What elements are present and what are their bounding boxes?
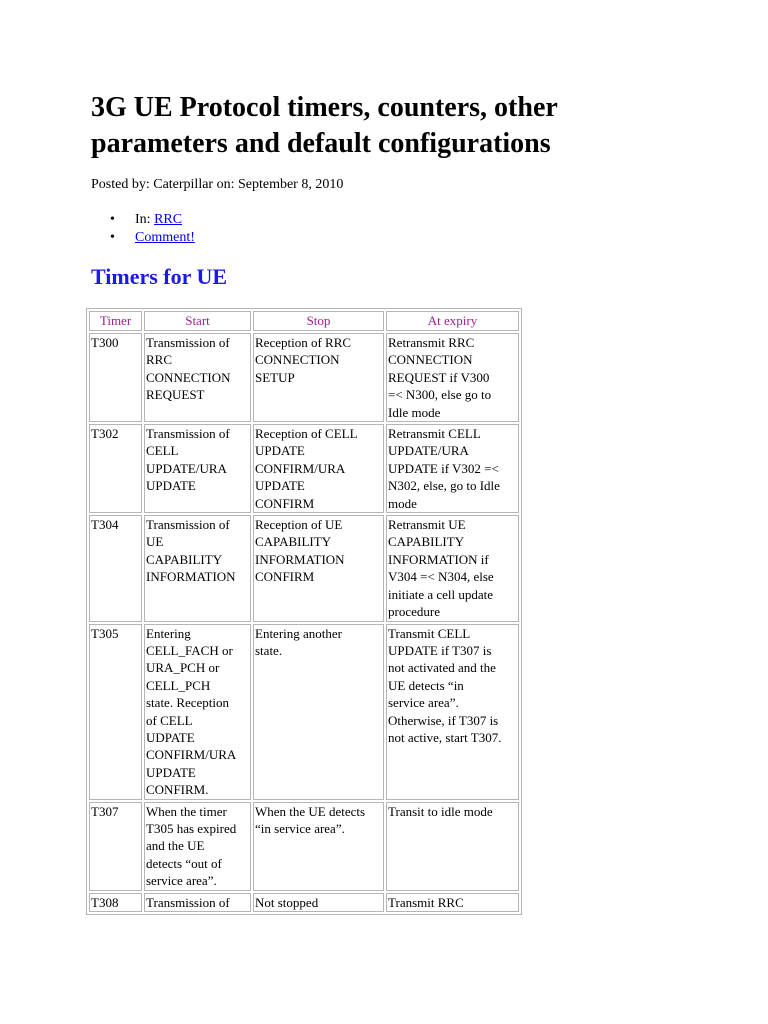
timer-cell-line: T304: [91, 517, 119, 533]
expiry-cell: [386, 515, 519, 621]
stop-cell-line: state.: [255, 642, 283, 658]
start-cell-line: CELL_FACH or: [146, 642, 233, 658]
start-cell-line: CAPABILITY: [146, 551, 223, 567]
expiry-cell-line: Otherwise, if T307 is: [388, 712, 499, 728]
expiry-cell: [386, 802, 519, 891]
start-cell-line: T305 has expired: [146, 820, 237, 836]
category-link-rrc[interactable]: RRC: [154, 212, 183, 227]
expiry-cell-line: Retransmit CELL: [388, 426, 481, 442]
start-cell-line: Entering: [146, 625, 191, 641]
timer-cell-line: T307: [91, 803, 119, 819]
expiry-cell-line: INFORMATION if: [388, 551, 489, 567]
table-row: [89, 802, 519, 891]
article-meta-list: [110, 211, 195, 247]
timer-cell: [89, 624, 142, 800]
expiry-cell: [386, 424, 519, 513]
stop-cell-line: CONFIRM/URA: [255, 460, 346, 476]
stop-cell-line: UPDATE: [255, 443, 305, 459]
stop-cell: [253, 424, 384, 513]
meta-item-category: [110, 211, 195, 229]
timer-cell: [89, 893, 142, 912]
stop-cell-line: “in service area”.: [255, 820, 345, 836]
expiry-cell-line: Retransmit UE: [388, 517, 466, 533]
stop-cell: [253, 624, 384, 800]
start-cell-line: Transmission of: [146, 335, 230, 350]
timer-cell-line: T300: [91, 335, 119, 350]
stop-cell-line: CONFIRM: [255, 495, 315, 511]
expiry-cell-line: Transit to idle mode: [388, 803, 493, 819]
expiry-cell-line: not active, start T307.: [388, 729, 502, 745]
expiry-cell-line: V304 =< N304, else: [388, 569, 494, 585]
expiry-cell-line: UPDATE/URA: [388, 443, 469, 459]
stop-cell-line: CONNECTION: [255, 352, 340, 368]
start-cell-line: CELL: [146, 443, 179, 459]
timer-cell-line: T308: [91, 894, 119, 910]
stop-cell-line: CONFIRM: [255, 569, 315, 585]
expiry-cell: [386, 624, 519, 800]
start-cell: [144, 333, 251, 422]
expiry-cell: [386, 333, 519, 422]
expiry-cell-line: Transmit CELL: [388, 625, 471, 641]
comment-link[interactable]: Comment!: [135, 230, 195, 245]
start-cell-line: and the UE: [146, 838, 205, 854]
start-cell-line: INFORMATION: [146, 569, 236, 585]
table-header-row: [89, 311, 519, 331]
expiry-cell-line: service area”.: [388, 695, 459, 711]
stop-cell-line: Entering another: [255, 625, 342, 641]
table-row: [89, 333, 519, 422]
start-cell-line: UE: [146, 534, 164, 550]
timer-cell: [89, 515, 142, 621]
expiry-cell-line: UPDATE if T307 is: [388, 642, 492, 658]
expiry-cell-line: N302, else, go to Idle: [388, 478, 500, 494]
expiry-cell-line: initiate a cell update: [388, 586, 494, 602]
table-row: [89, 893, 519, 912]
article-title-line-1: 3G UE Protocol timers, counters, other: [91, 92, 558, 123]
stop-cell-line: Reception of CELL: [255, 426, 358, 442]
start-cell-line: state. Reception: [146, 695, 230, 711]
start-cell-line: Transmission of: [146, 517, 230, 533]
start-cell-line: REQUEST: [146, 387, 205, 403]
stop-cell-line: UPDATE: [255, 478, 305, 494]
article-byline: Posted by: Caterpillar on: September 8, 2010: [91, 177, 344, 192]
expiry-cell-line: UPDATE if V302 =<: [388, 460, 499, 476]
stop-cell-line: SETUP: [255, 369, 295, 385]
start-cell-line: UDPATE: [146, 729, 195, 745]
expiry-cell-line: mode: [388, 495, 417, 511]
stop-cell-line: INFORMATION: [255, 551, 345, 567]
expiry-cell-line: CAPABILITY: [388, 534, 465, 550]
start-cell-line: RRC: [146, 352, 173, 368]
expiry-cell-line: UE detects “in: [388, 677, 464, 693]
column-header-stop: Stop: [253, 311, 384, 331]
start-cell-line: of CELL: [146, 712, 193, 728]
expiry-cell-line: not activated and the: [388, 660, 496, 676]
article-title: [91, 90, 651, 162]
table-row: [89, 515, 519, 621]
expiry-cell-line: Idle mode: [388, 404, 441, 420]
timer-cell-line: T302: [91, 426, 119, 442]
stop-cell-line: Reception of UE: [255, 517, 343, 533]
meta-item-category-prefix: In:: [135, 212, 155, 227]
start-cell-line: UPDATE/URA: [146, 460, 227, 476]
stop-cell: [253, 515, 384, 621]
stop-cell: [253, 333, 384, 422]
start-cell-line: URA_PCH or: [146, 660, 220, 676]
start-cell-line: When the timer: [146, 803, 227, 819]
start-cell: [144, 802, 251, 891]
expiry-cell-line: CONNECTION: [388, 352, 473, 368]
start-cell-line: UPDATE: [146, 764, 196, 780]
timers-table: [86, 308, 522, 915]
start-cell: [144, 624, 251, 800]
start-cell-line: CELL_PCH: [146, 677, 211, 693]
start-cell-line: UPDATE: [146, 478, 196, 494]
expiry-cell-line: REQUEST if V300: [388, 369, 490, 385]
meta-item-comment: [110, 229, 195, 247]
start-cell-line: CONFIRM.: [146, 782, 209, 798]
start-cell-line: detects “out of: [146, 855, 222, 871]
start-cell: [144, 893, 251, 912]
start-cell-line: service area”.: [146, 873, 217, 889]
bullet-icon: •: [110, 230, 115, 245]
timer-cell: [89, 424, 142, 513]
expiry-cell-line: Transmit RRC: [388, 894, 464, 910]
start-cell: [144, 424, 251, 513]
start-cell-line: CONNECTION: [146, 369, 231, 385]
start-cell: [144, 515, 251, 621]
timer-cell: [89, 802, 142, 891]
timer-cell: [89, 333, 142, 422]
stop-cell-line: CAPABILITY: [255, 534, 332, 550]
article-title-line-2: parameters and default configurations: [91, 128, 551, 159]
stop-cell-line: Not stopped: [255, 894, 319, 910]
expiry-cell-line: procedure: [388, 604, 440, 620]
start-cell-line: Transmission of: [146, 894, 230, 910]
column-header-at-expiry: At expiry: [386, 311, 519, 331]
stop-cell: [253, 802, 384, 891]
timer-cell-line: T305: [91, 625, 119, 641]
expiry-cell-line: Retransmit RRC: [388, 335, 475, 350]
column-header-timer: Timer: [89, 311, 142, 331]
section-title: Timers for UE: [91, 264, 228, 289]
table-row: [89, 624, 519, 800]
stop-cell: [253, 893, 384, 912]
start-cell-line: CONFIRM/URA: [146, 747, 237, 763]
expiry-cell: [386, 893, 519, 912]
stop-cell-line: When the UE detects: [255, 803, 366, 819]
column-header-start: Start: [144, 311, 251, 331]
table-body: [89, 333, 519, 912]
expiry-cell-line: =< N300, else go to: [388, 387, 492, 403]
start-cell-line: Transmission of: [146, 426, 230, 442]
bullet-icon: •: [110, 212, 115, 227]
stop-cell-line: Reception of RRC: [255, 335, 352, 350]
table-row: [89, 424, 519, 513]
